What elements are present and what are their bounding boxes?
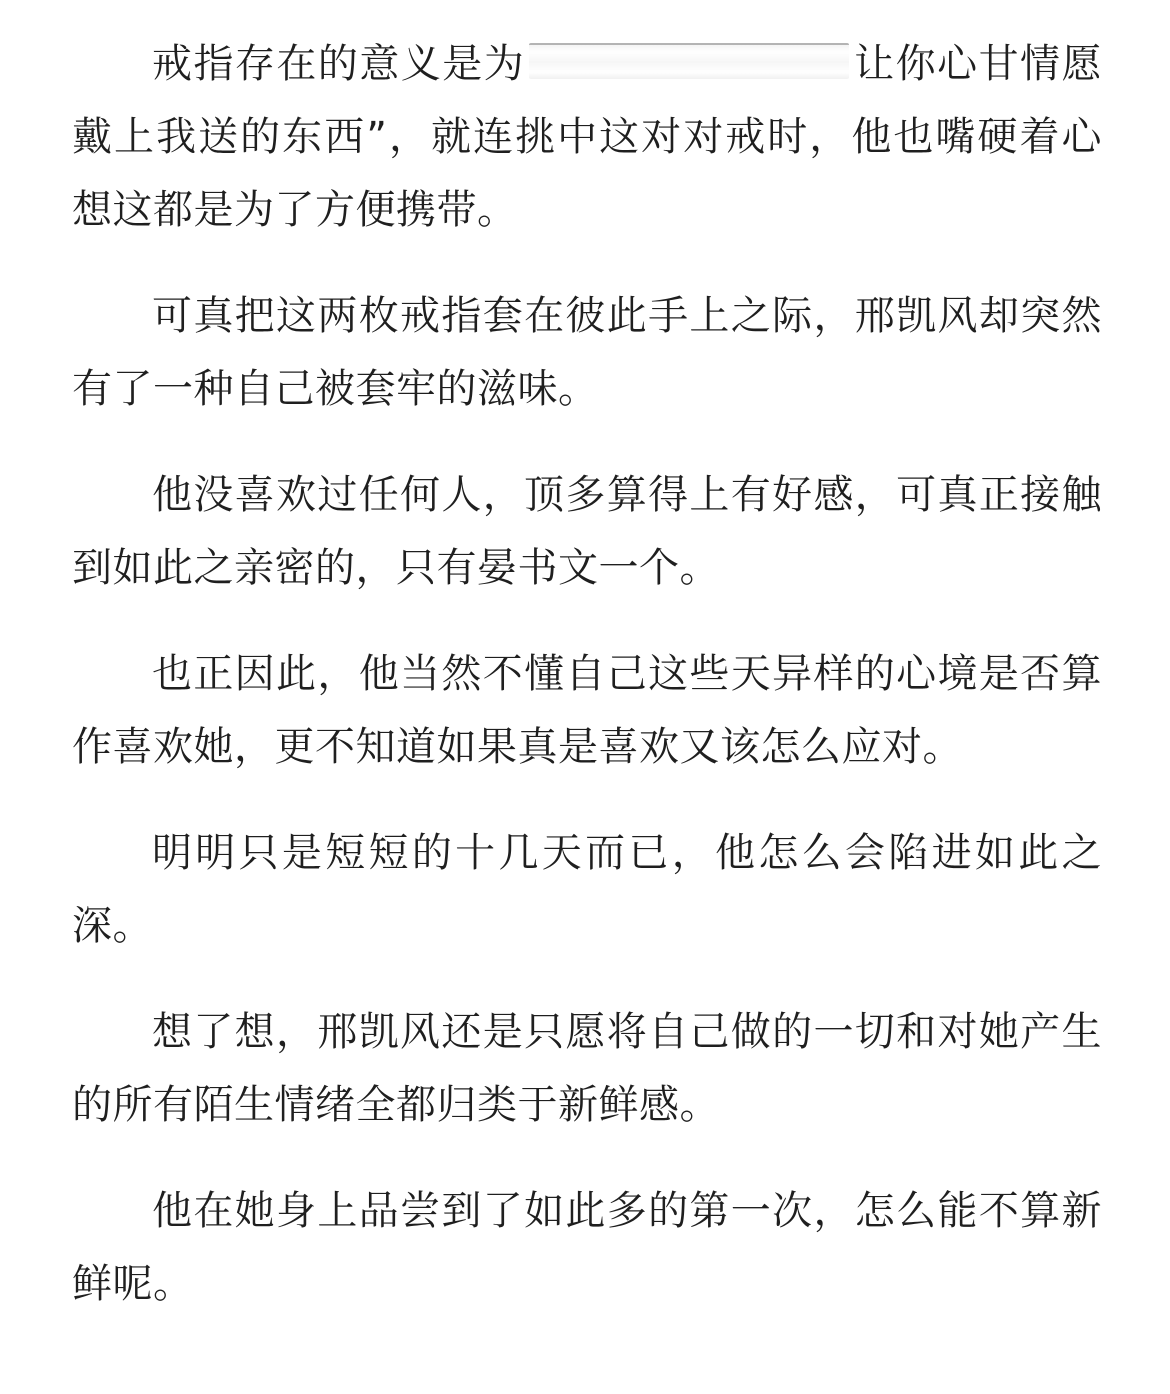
paragraph-5: 明明只是短短的十几天而已，他怎么会陷进如此之深。 (72, 830, 1102, 949)
article-body (72, 28, 1102, 1354)
paragraph-1-text-before: 戒指存在的意义是为 (152, 41, 526, 87)
paragraph-1-text-after: 让你心甘情愿戴上我送的东西”，就连挑中这对对戒时，他也嘴硬着心想这都是为了方便携带。 (72, 41, 1103, 233)
paragraph-3: 他没喜欢过任何人，顶多算得上有好感，可真正接触到如此之亲密的，只有晏书文一个。 (72, 472, 1102, 591)
paragraph-7: 他在她身上品尝到了如此多的第一次，怎么能不算新鲜呢。 (72, 1188, 1102, 1307)
paragraph-2: 可真把这两枚戒指套在彼此手上之际，邢凯风却突然有了一种自己被套牢的滋味。 (72, 293, 1102, 412)
redaction-smudge (529, 43, 849, 79)
paragraph-1 (72, 28, 1102, 247)
paragraph-4: 也正因此，他当然不懂自己这些天异样的心境是否算作喜欢她，更不知道如果真是喜欢又该怎么应对。 (72, 651, 1102, 770)
paragraph-6: 想了想，邢凯风还是只愿将自己做的一切和对她产生的所有陌生情绪全都归类于新鲜感。 (72, 1009, 1102, 1128)
